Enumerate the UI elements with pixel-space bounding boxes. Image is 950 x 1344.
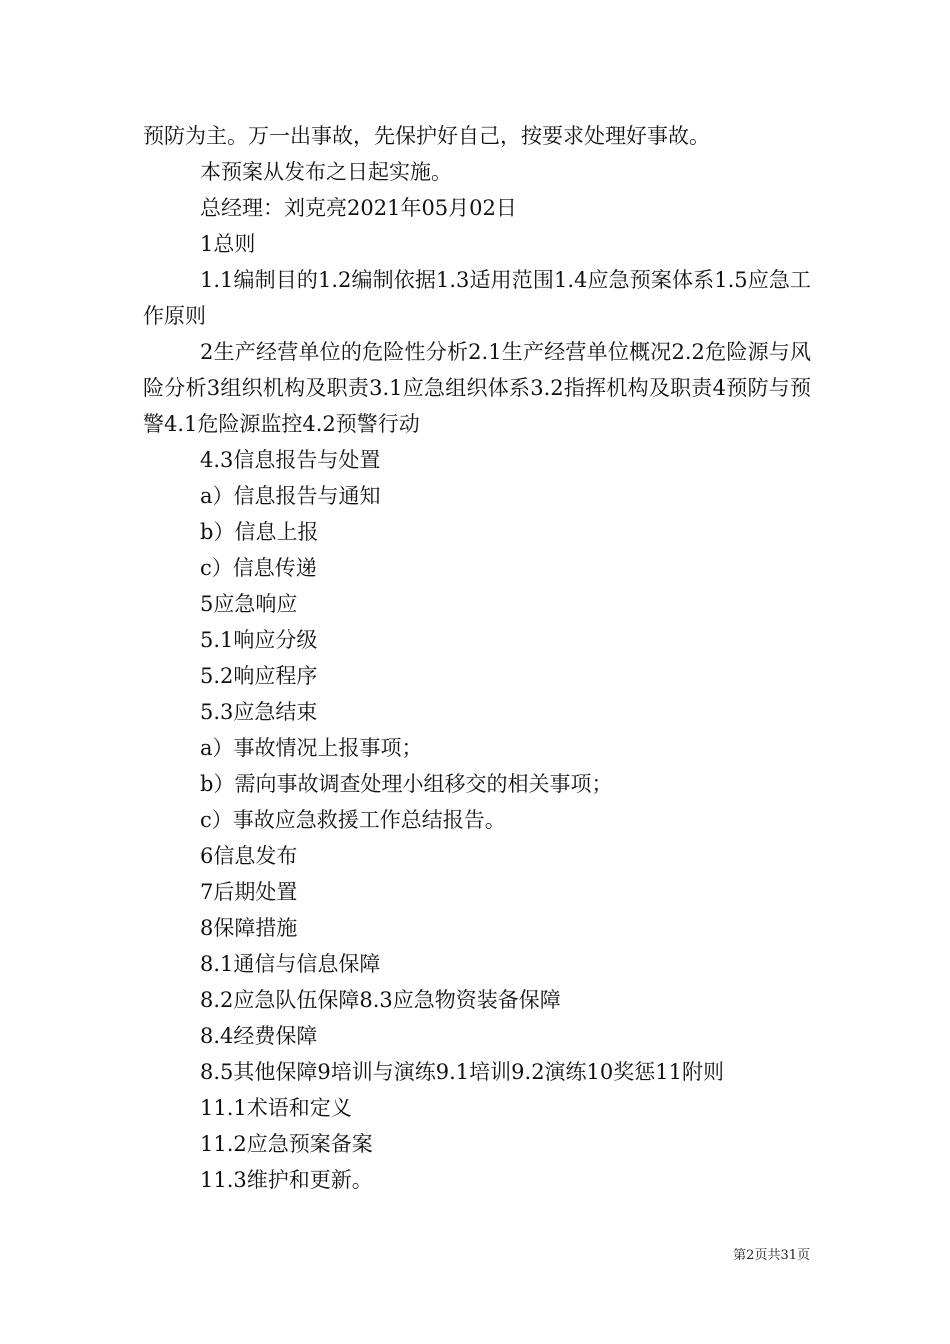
list-item: 11.1术语和定义: [200, 1096, 352, 1120]
list-item: 8保障措施: [200, 916, 298, 940]
document-body: [143, 118, 811, 1198]
list-item: 4.3信息报告与处置: [200, 448, 381, 472]
list-item: 8.2应急队伍保障8.3应急物资装备保障: [200, 988, 561, 1012]
heading-general: 1总则: [200, 232, 256, 256]
list-item: 5.3应急结束: [200, 700, 318, 724]
list-item: a）事故情况上报事项；: [200, 736, 423, 760]
list-item: b）需向事故调查处理小组移交的相关事项；: [200, 772, 613, 796]
paragraph-signature: 总经理：刘克亮2021年05月02日: [200, 196, 517, 220]
list-item: 5.1响应分级: [200, 628, 318, 652]
list-item: 8.5其他保障9培训与演练9.1培训9.2演练10奖惩11附则: [200, 1060, 724, 1084]
list-item: a）信息报告与通知: [200, 484, 381, 508]
list-item: b）信息上报: [200, 520, 319, 544]
list-item: 5应急响应: [200, 592, 298, 616]
list-item: 11.3维护和更新。: [200, 1168, 373, 1192]
list-item: 8.4经费保障: [200, 1024, 318, 1048]
list-item: 7后期处置: [200, 880, 298, 904]
list-item: c）事故应急救援工作总结报告。: [200, 808, 506, 832]
list-item: 6信息发布: [200, 844, 298, 868]
paragraph-toc-1: 1.1编制目的1.2编制依据1.3适用范围1.4应急预案体系1.5应急工作原则: [143, 268, 811, 328]
paragraph-continuation: 预防为主。万一出事故，先保护好自己，按要求处理好事故。: [143, 124, 710, 148]
paragraph-effective-date: 本预案从发布之日起实施。: [200, 160, 452, 184]
list-item: 5.2响应程序: [200, 664, 318, 688]
list-item: c）信息传递: [200, 556, 317, 580]
page-number-footer: 第2页共31页: [733, 1248, 810, 1263]
list-item: 8.1通信与信息保障: [200, 952, 381, 976]
list-item: 11.2应急预案备案: [200, 1132, 373, 1156]
paragraph-toc-2: 2生产经营单位的危险性分析2.1生产经营单位概况2.2危险源与风险分析3组织机构及职责3.1应急组织体系3.2指挥机构及职责4预防与预警4.1危险源监控4.2预警行动: [143, 340, 811, 436]
